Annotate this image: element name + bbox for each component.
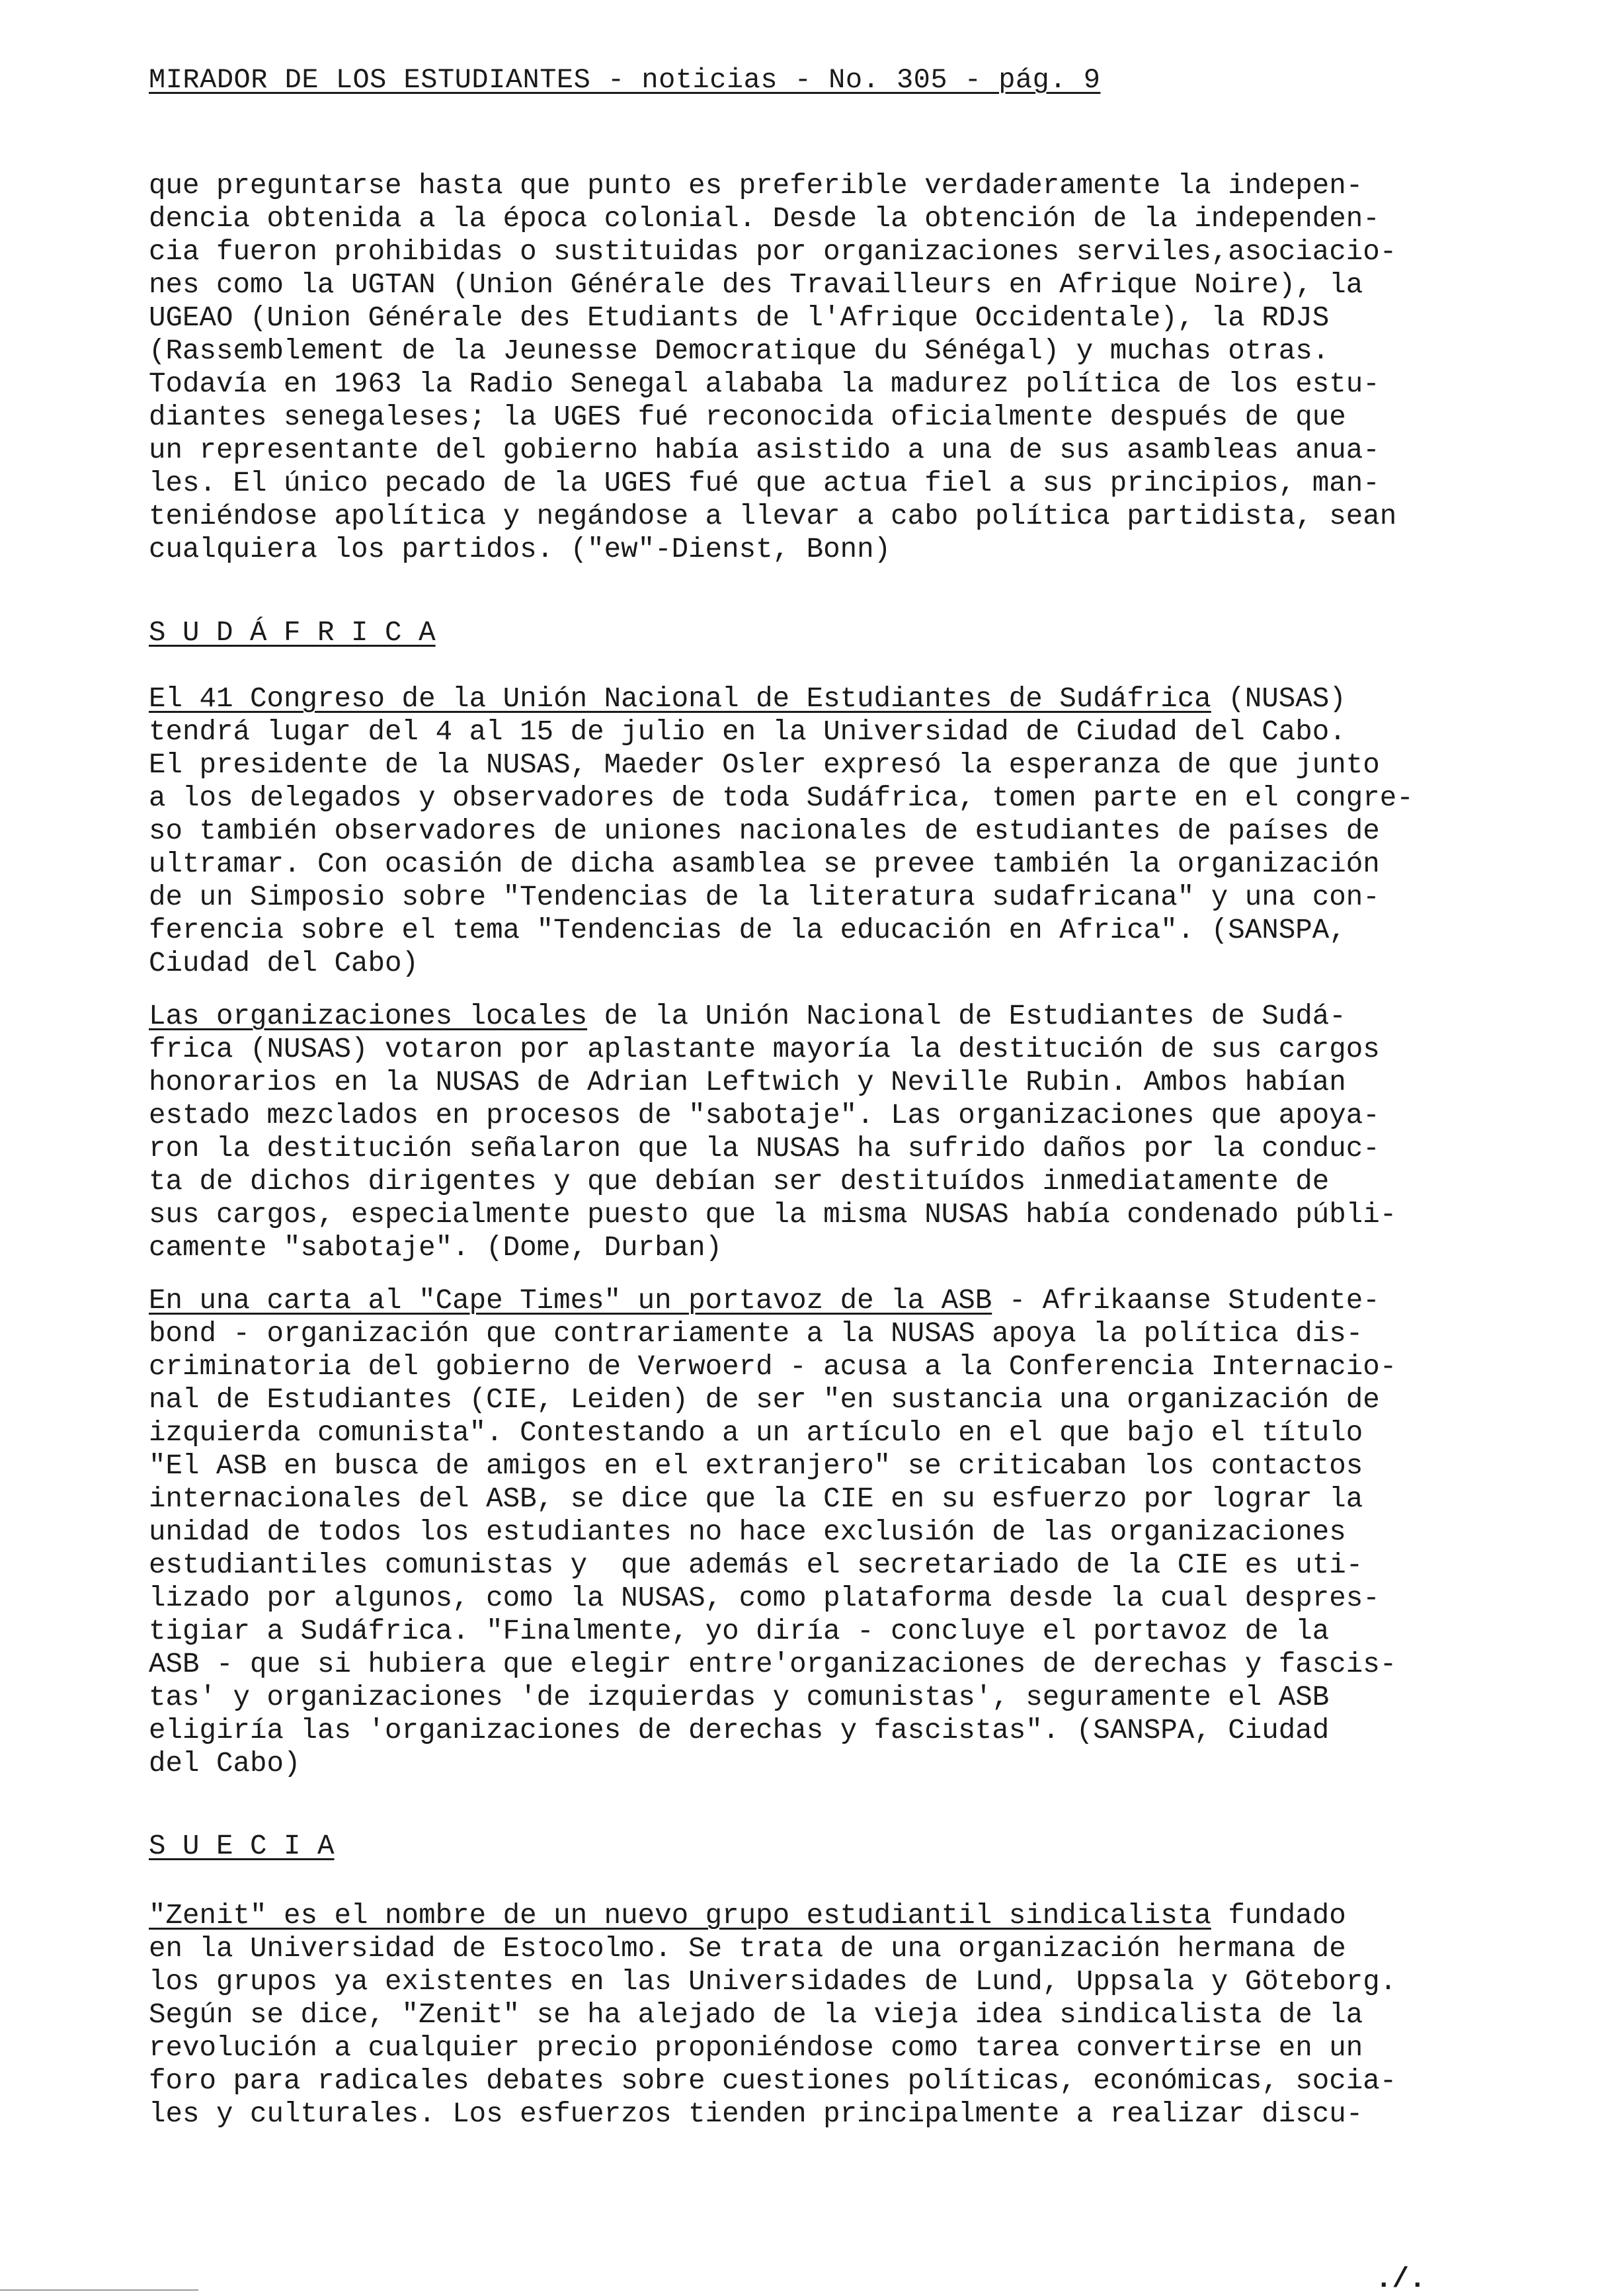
article-lead: El 41 Congreso de la Unión Nacional de Estudiantes de Sudáfrica bbox=[149, 683, 1211, 715]
article-lead-line bbox=[149, 682, 1504, 716]
paragraph-line: unidad de todos los estudiantes no hace exclusión de las organizaciones bbox=[149, 1516, 1346, 1548]
article-local-organizations bbox=[149, 1000, 1504, 1264]
paragraph-line: les. El único pecado de la UGES fué que actua fiel a sus principios, man- bbox=[149, 468, 1380, 499]
article-lead-line bbox=[149, 1899, 1504, 1932]
paragraph-line: frica (NUSAS) votaron por aplastante mayoría la destitución de sus cargos bbox=[149, 1034, 1380, 1065]
article-cape-times bbox=[149, 1284, 1504, 1780]
article-lead-rest: de la Unión Nacional de Estudiantes de Sudá- bbox=[587, 1001, 1346, 1032]
paragraph-line: ASB - que si hubiera que elegir entre'organizaciones de derechas y fascis- bbox=[149, 1649, 1397, 1680]
article-lead: En una carta al "Cape Times" un portavoz de la ASB bbox=[149, 1285, 992, 1317]
paragraph-line: estado mezclados en procesos de "sabotaje". Las organizaciones que apoya- bbox=[149, 1100, 1380, 1131]
paragraph-line: ferencia sobre el tema "Tendencias de la educación en Africa". (SANSPA, bbox=[149, 915, 1346, 946]
paragraph-line: UGEAO (Union Générale des Etudiants de l'Afrique Occidentale), la RDJS bbox=[149, 302, 1330, 334]
section-heading-sudafrica: S U D Á F R I C A bbox=[149, 617, 436, 649]
paragraph-line: El presidente de la NUSAS, Maeder Osler expresó la esperanza de que junto bbox=[149, 749, 1380, 781]
article-nusas-congress bbox=[149, 682, 1504, 980]
paragraph-line: camente "sabotaje". (Dome, Durban) bbox=[149, 1232, 723, 1264]
article-lead-rest: (NUSAS) bbox=[1211, 683, 1346, 715]
paragraph-line: de un Simposio sobre "Tendencias de la literatura sudafricana" y una con- bbox=[149, 882, 1380, 913]
paragraph-line: diantes senegaleses; la UGES fué reconocida oficialmente después de que bbox=[149, 401, 1346, 433]
paragraph-line: ta de dichos dirigentes y que debían ser destituídos inmediatamente de bbox=[149, 1166, 1330, 1198]
paragraph-line: un representante del gobierno había asistido a una de sus asambleas anua- bbox=[149, 434, 1380, 466]
article-lead: "Zenit" es el nombre de un nuevo grupo estudiantil sindicalista bbox=[149, 1900, 1211, 1932]
paragraph-line: so también observadores de uniones nacionales de estudiantes de países de bbox=[149, 815, 1380, 847]
article-lead-rest: - Afrikaanse Studente- bbox=[992, 1285, 1380, 1317]
paragraph-line: cualquiera los partidos. ("ew"-Dienst, Bonn) bbox=[149, 534, 891, 565]
paragraph-line: a los delegados y observadores de toda Sudáfrica, tomen parte en el congre- bbox=[149, 782, 1414, 814]
paragraph-line: estudiantiles comunistas y que además el secretariado de la CIE es uti- bbox=[149, 1549, 1363, 1581]
intro-paragraph bbox=[149, 169, 1504, 566]
paragraph-line: honorarios en la NUSAS de Adrian Leftwich y Neville Rubin. Ambos habían bbox=[149, 1067, 1346, 1098]
paragraph-line: internacionales del ASB, se dice que la CIE en su esfuerzo por lograr la bbox=[149, 1483, 1363, 1515]
continuation-mark: ./. bbox=[1375, 2264, 1426, 2295]
paragraph-line: dencia obtenida a la época colonial. Desde la obtención de la independen- bbox=[149, 203, 1380, 235]
paragraph-line: izquierda comunista". Contestando a un artículo en el que bajo el título bbox=[149, 1417, 1363, 1449]
paragraph-line: foro para radicales debates sobre cuestiones políticas, económicas, socia- bbox=[149, 2065, 1397, 2097]
paragraph-line: del Cabo) bbox=[149, 1748, 301, 1780]
paragraph-line: los grupos ya existentes en las Universidades de Lund, Uppsala y Göteborg. bbox=[149, 1966, 1397, 1998]
article-lead-rest: fundado bbox=[1211, 1900, 1346, 1932]
paragraph-line: "El ASB en busca de amigos en el extranjero" se criticaban los contactos bbox=[149, 1450, 1363, 1482]
paragraph-line: nal de Estudiantes (CIE, Leiden) de ser "en sustancia una organización de bbox=[149, 1384, 1380, 1416]
paragraph-line: tigiar a Sudáfrica. "Finalmente, yo diría - concluye el portavoz de la bbox=[149, 1616, 1330, 1647]
paragraph-line: tendrá lugar del 4 al 15 de julio en la Universidad de Ciudad del Cabo. bbox=[149, 716, 1346, 748]
paragraph-line: tas' y organizaciones 'de izquierdas y comunistas', seguramente el ASB bbox=[149, 1682, 1330, 1713]
paragraph-line: ron la destitución señalaron que la NUSAS ha sufrido daños por la conduc- bbox=[149, 1133, 1380, 1165]
paragraph-line: Todavía en 1963 la Radio Senegal alababa la madurez política de los estu- bbox=[149, 368, 1380, 400]
paragraph-line: en la Universidad de Estocolmo. Se trata de una organización hermana de bbox=[149, 1933, 1346, 1965]
article-zenit bbox=[149, 1899, 1504, 2131]
section-heading-suecia: S U E C I A bbox=[149, 1830, 335, 1862]
paragraph-line: sus cargos, especialmente puesto que la misma NUSAS había condenado públi- bbox=[149, 1199, 1397, 1231]
paragraph-line: cia fueron prohibidas o sustituidas por organizaciones serviles,asociacio- bbox=[149, 236, 1397, 268]
paragraph-line: bond - organización que contrariamente a la NUSAS apoya la política dis- bbox=[149, 1318, 1363, 1350]
running-head: MIRADOR DE LOS ESTUDIANTES - noticias - No. 305 - pág. 9 bbox=[149, 64, 1101, 96]
paragraph-line: Según se dice, "Zenit" se ha alejado de la vieja idea sindicalista de la bbox=[149, 1999, 1363, 2031]
article-lead-line bbox=[149, 1284, 1504, 1317]
paragraph-line: criminatoria del gobierno de Verwoerd - acusa a la Conferencia Internacio- bbox=[149, 1351, 1397, 1383]
paragraph-line: lizado por algunos, como la NUSAS, como plataforma desde la cual despres- bbox=[149, 1582, 1380, 1614]
paragraph-line: que preguntarse hasta que punto es preferible verdaderamente la indepen- bbox=[149, 170, 1363, 202]
paragraph-line: Ciudad del Cabo) bbox=[149, 948, 419, 979]
article-lead: Las organizaciones locales bbox=[149, 1001, 588, 1032]
article-lead-line bbox=[149, 1000, 1504, 1033]
bottom-rule bbox=[0, 2289, 198, 2291]
paragraph-line: ultramar. Con ocasión de dicha asamblea se prevee también la organización bbox=[149, 848, 1380, 880]
paragraph-line: nes como la UGTAN (Union Générale des Travailleurs en Afrique Noire), la bbox=[149, 269, 1363, 301]
paragraph-line: teniéndose apolítica y negándose a llevar a cabo política partidista, sean bbox=[149, 501, 1397, 532]
paragraph-line: les y culturales. Los esfuerzos tienden principalmente a realizar discu- bbox=[149, 2098, 1363, 2130]
paragraph-line: (Rassemblement de la Jeunesse Democratique du Sénégal) y muchas otras. bbox=[149, 335, 1330, 367]
paragraph-line: eligiría las 'organizaciones de derechas y fascistas". (SANSPA, Ciudad bbox=[149, 1715, 1330, 1746]
paragraph-line: revolución a cualquier precio proponiéndose como tarea convertirse en un bbox=[149, 2032, 1363, 2064]
